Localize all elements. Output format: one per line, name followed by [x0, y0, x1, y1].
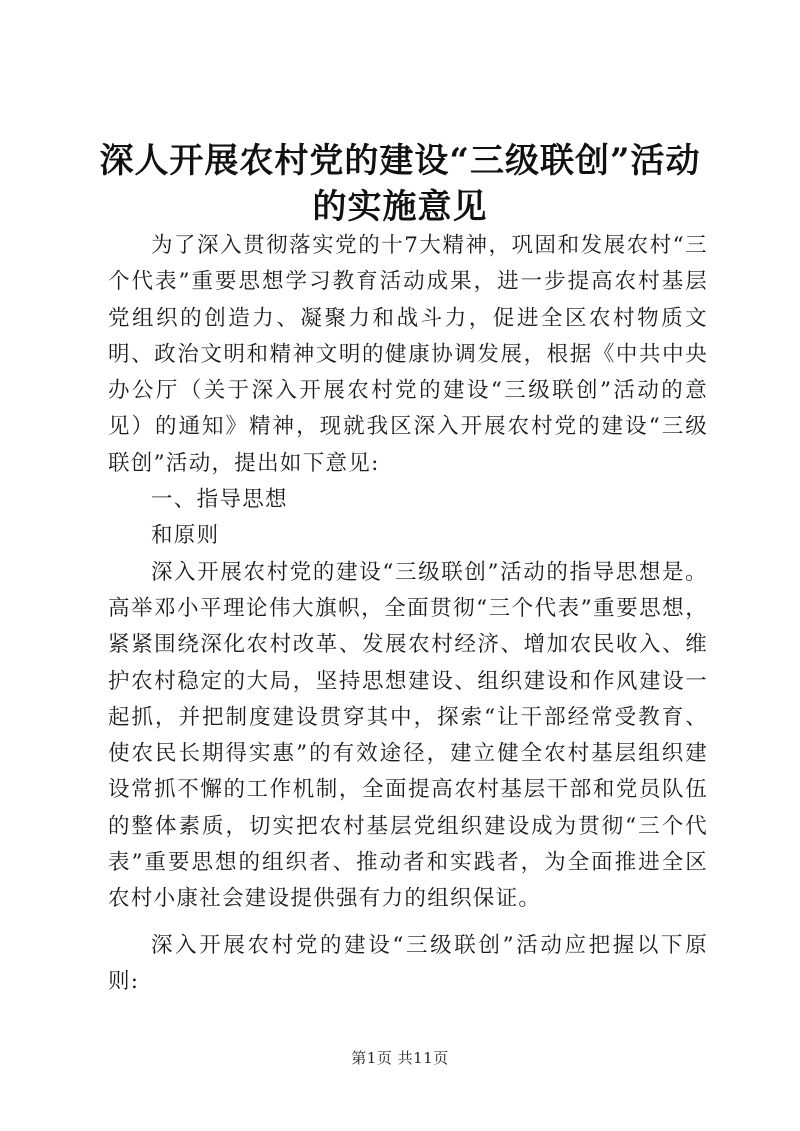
- document-body: [108, 228, 708, 1000]
- section-heading-principles: 和原则: [151, 523, 220, 549]
- paragraph-principles-intro: 深入开展农村党的建设“三级联创”活动应把握以下原则:: [108, 932, 708, 994]
- paragraph-guiding-thought: 深入开展农村党的建设“三级联创”活动的指导思想是。高举邓小平理论伟大旗帜，全面贯彻“三个代表”重要思想，紧紧围绕深化农村改革、发展农村经济、增加农民收入、维护农村稳定的大局，坚持思想建设、组织建设和作风建设一起抓，并把制度建设贯穿其中，探索“让干部经常受教育、使农民长期得实惠”的有效途径，建立健全农村基层组织建设常抓不懈的工作机制，全面提高农村基层干部和党员队伍的整体素质，切实把农村基层党组织建设成为贯彻“三个代表”重要思想的组织者、推动者和实践者，为全面推进全区农村小康社会建设提供强有力的组织保证。: [108, 559, 708, 912]
- page-number-footer: 第1页 共11页: [351, 1049, 449, 1067]
- section-heading-guiding-thought: 一、指导思想: [151, 487, 288, 513]
- document-title: 深人开展农村党的建设“三级联创”活动的实施意见: [99, 141, 701, 227]
- paragraph-intro: 为了深入贯彻落实党的十7大精神，巩固和发展农村“三个代表”重要思想学习教育活动成果，进一步提高农村基层党组织的创造力、凝聚力和战斗力，促进全区农村物质文明、政治文明和精神文明的健康协调发展，根据《中共中央办公厅（关于深入开展农村党的建设“三级联创”活动的意见）的通知》精神，现就我区深入开展农村党的建设“三级联创”活动，提出如下意见:: [108, 233, 708, 476]
